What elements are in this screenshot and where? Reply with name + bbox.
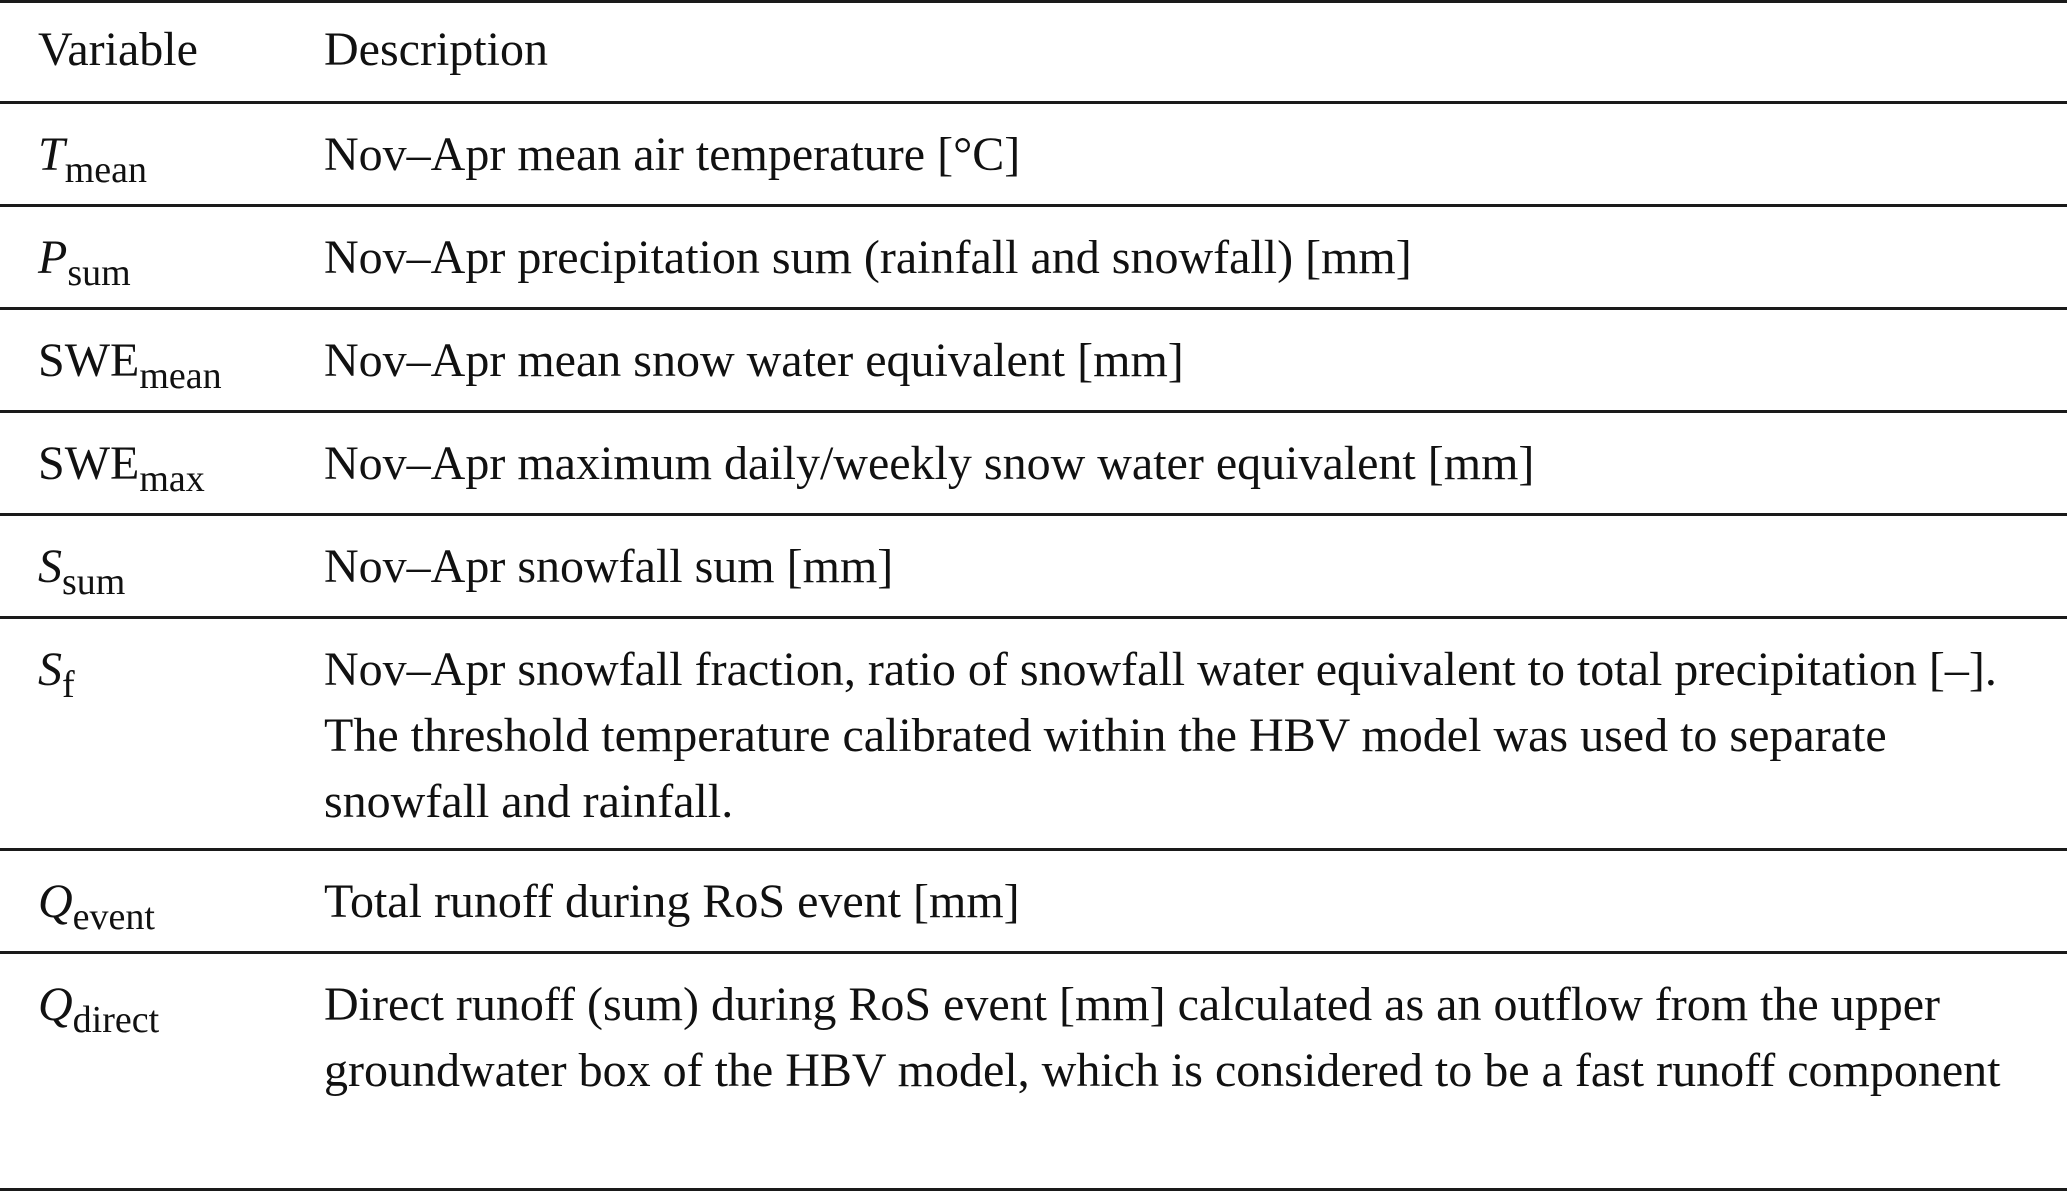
symbol-subscript: mean [64,149,147,191]
symbol-subscript: sum [67,252,131,294]
table-row [0,513,2067,619]
symbol-subscript: f [62,664,75,706]
variable-description: Nov–Apr snowfall fraction, ratio of snowfall water equivalent to total precipitation [–]. The threshold temperature calibrated within the HBV model was used to separate snowfall and rainfall. [324,643,1997,828]
variable-symbol [38,534,125,615]
symbol-base: Q [38,875,73,928]
variable-symbol [38,869,155,950]
table-row [0,204,2067,310]
symbol-base: S [38,643,62,696]
variable-description: Nov–Apr precipitation sum (rainfall and snowfall) [mm] [324,231,1412,284]
symbol-subscript: direct [72,999,160,1041]
symbol-subscript: max [139,458,205,500]
table-row [0,307,2067,413]
variable-symbol [38,431,205,512]
table-row [0,101,2067,207]
table-row [0,616,2067,851]
variable-symbol [38,122,147,203]
table-row [0,410,2067,516]
variable-description: Nov–Apr maximum daily/weekly snow water equivalent [mm] [324,437,1535,490]
symbol-base: SWE [38,437,140,490]
symbol-base: SWE [38,334,140,387]
variable-description: Total runoff during RoS event [mm] [324,875,1020,928]
symbol-subscript: event [72,896,155,938]
variable-symbol [38,225,131,306]
variable-description: Nov–Apr mean snow water equivalent [mm] [324,334,1184,387]
variable-symbol [38,972,159,1053]
symbol-base: Q [38,978,73,1031]
symbol-base: S [38,540,62,593]
symbol-subscript: sum [62,561,126,603]
variable-symbol [38,637,75,718]
symbol-base: P [38,231,68,284]
header-variable: Variable [38,23,198,76]
table-row [0,951,2067,1191]
variable-description: Nov–Apr snowfall sum [mm] [324,540,894,593]
variable-description: Direct runoff (sum) during RoS event [mm] calculated as an outflow from the upper groundwater box of the HBV model, which is considered to be a fast runoff component [324,978,2001,1097]
variable-description: Nov–Apr mean air temperature [°C] [324,128,1021,181]
symbol-subscript: mean [139,355,222,397]
table-row [0,848,2067,954]
symbol-base: T [38,128,65,181]
variable-symbol [38,328,222,409]
table-header-row [0,0,2067,104]
header-description: Description [324,23,548,76]
